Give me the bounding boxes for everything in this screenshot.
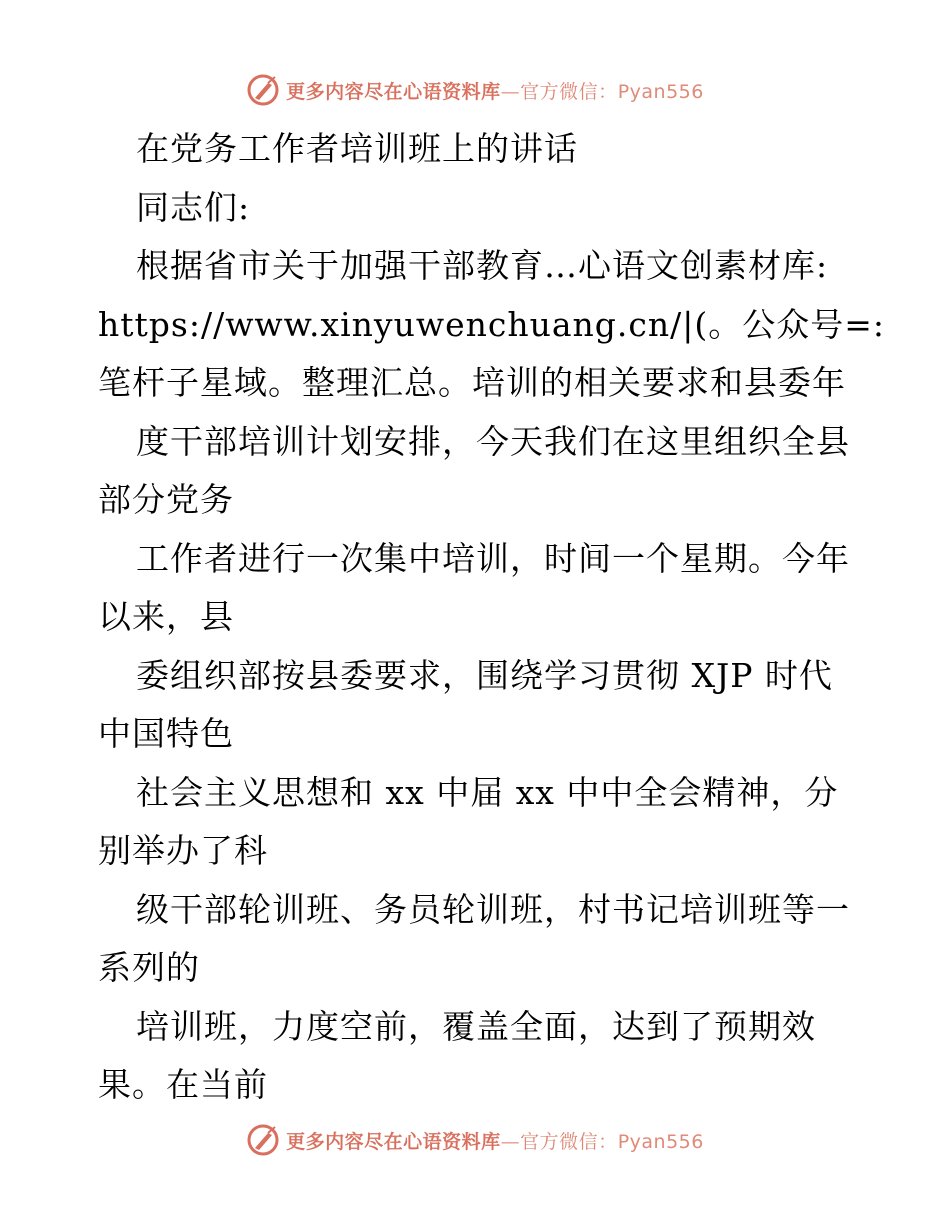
footer-banner-text xyxy=(286,1127,704,1154)
quill-logo-icon xyxy=(246,73,280,107)
document-text-line: 系列的 xyxy=(98,948,200,987)
document-text-line: 根据省市关于加强干部教育…心语文创素材库: xyxy=(136,246,829,285)
document-title: 在党务工作者培训班上的讲话 xyxy=(136,129,578,168)
document-text-line: 同志们: xyxy=(136,187,251,227)
document-text-line: 度干部培训计划安排，今天我们在这里组织全县 xyxy=(136,421,850,461)
document-text-line: 工作者进行一次集中培训，时间一个星期。今年 xyxy=(136,538,850,578)
header-banner-text xyxy=(286,77,704,104)
document-text-line: https://www.xinyuwenchuang.cn/|(。公众号=: xyxy=(98,304,885,344)
document-text-line: 委组织部按县委要求，围绕学习贯彻 XJP 时代 xyxy=(136,655,833,695)
header-banner-title: 更多内容尽在心语资料库 xyxy=(286,80,501,103)
footer-banner-wechat-id: Pyan556 xyxy=(617,1130,704,1153)
footer-banner-dash: — xyxy=(500,1130,521,1153)
document-text-line: 别举办了科 xyxy=(98,831,268,870)
document-text-line: 果。在当前 xyxy=(98,1065,268,1104)
document-text-line: 社会主义思想和 xx 中届 xx 中中全会精神，分 xyxy=(136,772,839,812)
footer-banner xyxy=(0,1122,950,1158)
document-text-line: 笔杆子星域。整理汇总。培训的相关要求和县委年 xyxy=(98,363,846,402)
document-text-line: 级干部轮训班、务员轮训班，村书记培训班等一 xyxy=(136,889,850,929)
header-banner-wechat-label: 官方微信： xyxy=(520,80,618,103)
header-banner-wechat-id: Pyan556 xyxy=(617,80,704,103)
document-text-line: 培训班，力度空前，覆盖全面，达到了预期效 xyxy=(136,1006,816,1046)
document-text-line: 部分党务 xyxy=(98,480,234,519)
document-text-line: 中国特色 xyxy=(98,714,234,753)
document-text-line: 以来，县 xyxy=(98,597,234,636)
header-banner xyxy=(0,72,950,108)
header-banner-dash: — xyxy=(500,80,521,103)
footer-banner-wechat-label: 官方微信： xyxy=(520,1130,618,1153)
footer-banner-title: 更多内容尽在心语资料库 xyxy=(286,1130,501,1153)
quill-logo-icon xyxy=(246,1123,280,1157)
document-body xyxy=(98,120,885,1115)
